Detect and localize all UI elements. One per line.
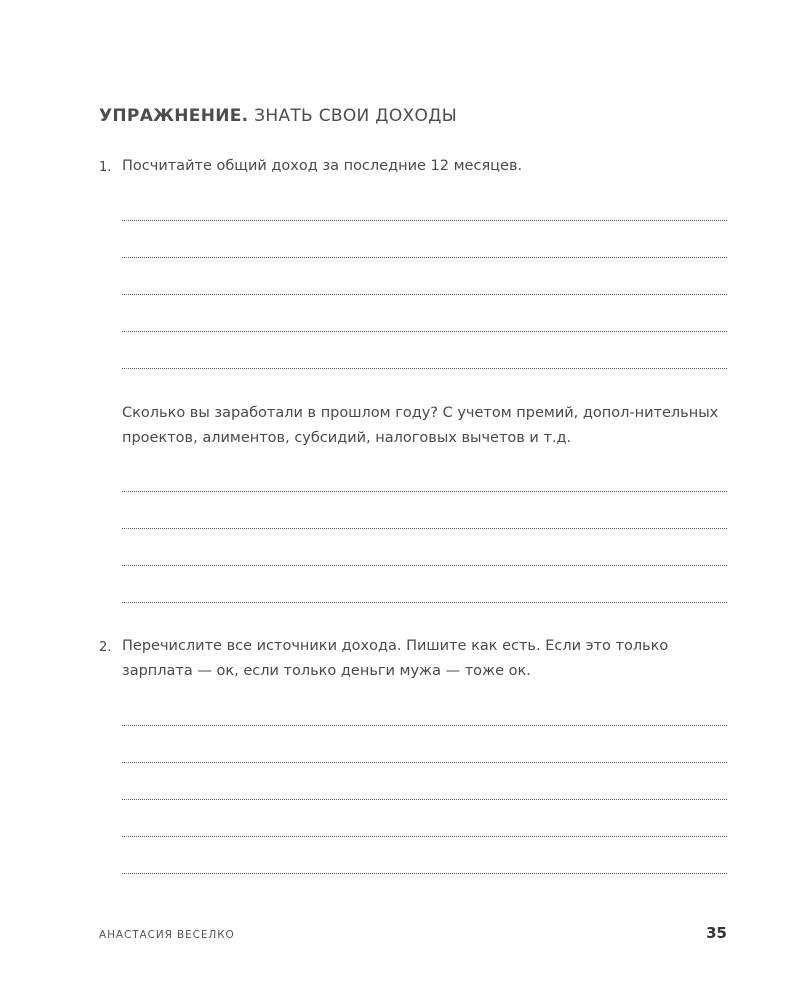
answer-line[interactable] <box>122 528 727 529</box>
exercise-title-label: УПРАЖНЕНИЕ. <box>99 106 249 126</box>
answer-line[interactable] <box>122 331 727 332</box>
item-1-subtext: Сколько вы заработали в прошлом году? С учетом премий, допол-нительных проектов, алиментов, субсидий, налоговых вычетов и т.д. <box>122 405 719 446</box>
item-1-number: 1. <box>99 160 112 175</box>
answer-line[interactable] <box>122 725 727 726</box>
answer-line[interactable] <box>122 873 727 874</box>
answer-line[interactable] <box>122 762 727 763</box>
exercise-title <box>99 106 457 126</box>
author-name: АНАСТАСИЯ ВЕСЕЛКО <box>99 929 235 941</box>
answer-line[interactable] <box>122 491 727 492</box>
answer-line[interactable] <box>122 220 727 221</box>
item-2-text: Перечислите все источники дохода. Пишите как есть. Если это только зарплата — ок, если только деньги мужа — тоже ок. <box>122 638 669 679</box>
answer-line[interactable] <box>122 368 727 369</box>
page-number: 35 <box>706 924 727 942</box>
answer-line[interactable] <box>122 294 727 295</box>
answer-line[interactable] <box>122 836 727 837</box>
answer-line[interactable] <box>122 565 727 566</box>
answer-line[interactable] <box>122 799 727 800</box>
answer-line[interactable] <box>122 602 727 603</box>
item-2-number: 2. <box>99 640 112 655</box>
answer-line[interactable] <box>122 257 727 258</box>
exercise-title-text: ЗНАТЬ СВОИ ДОХОДЫ <box>254 106 458 126</box>
item-1-text: Посчитайте общий доход за последние 12 месяцев. <box>122 158 523 174</box>
